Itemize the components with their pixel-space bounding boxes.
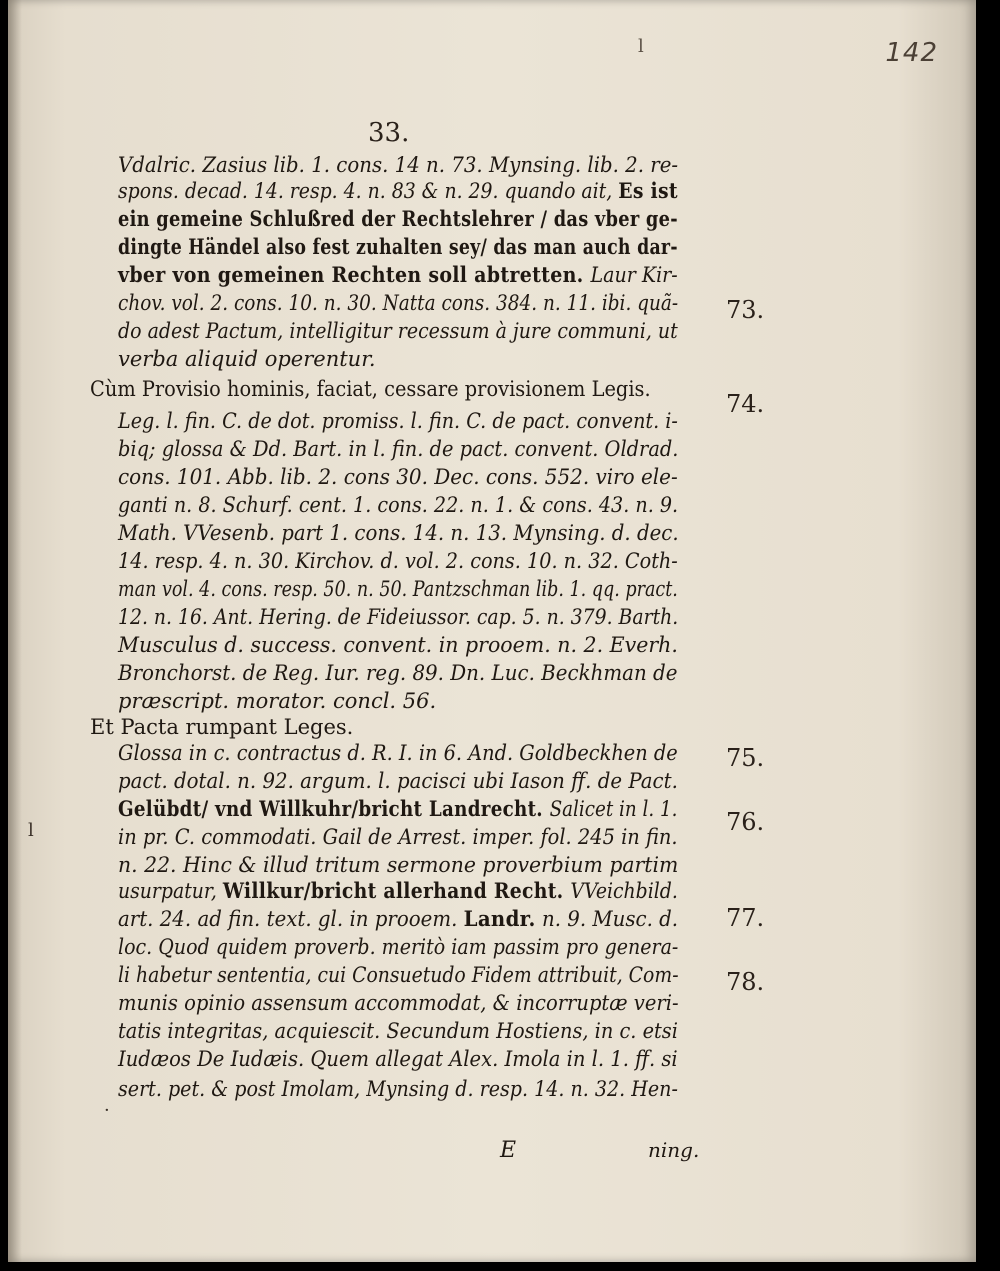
text-line [118, 768, 678, 794]
text-segment: Cùm Provisio hominis, faciat, cessare provisionem Legis. [90, 377, 651, 401]
text-segment: usurpatur, [118, 879, 223, 903]
text-line [118, 632, 678, 658]
text-line [118, 934, 678, 960]
text-segment: Salicet in l. 1. [549, 797, 678, 821]
text-line [118, 318, 678, 344]
text-line [118, 1018, 678, 1044]
text-segment: li habetur sententia, cui Consuetudo Fidem attribuit, Com- [118, 963, 679, 987]
text-line [118, 688, 436, 714]
text-line [118, 1076, 678, 1102]
ink-mark: ⅼ [638, 36, 644, 57]
text-segment: Laur Kir- [590, 263, 678, 287]
text-segment: 12. n. 16. Ant. Hering. de Fideiussor. cap. 5. n. 379. Barth. [118, 605, 679, 629]
margin-number: 77. [726, 904, 765, 932]
text-line [118, 152, 678, 178]
text-segment: præscript. morator. concl. 56. [118, 689, 437, 713]
text-line [118, 346, 376, 372]
text-segment: Bronchorst. de Reg. Iur. reg. 89. Dn. Luc. Beckhman de [118, 661, 678, 685]
blackletter-segment: Willkur/bricht allerhand Recht. [222, 878, 571, 903]
catchword: ning. [648, 1138, 700, 1162]
folio-number: 142 [885, 38, 938, 68]
text-segment: munis opinio assensum accommodat, & incorruptæ veri- [118, 991, 679, 1015]
text-segment: chov. vol. 2. cons. 10. n. 30. Natta cons. 384. n. 11. ibi. quã- [118, 291, 679, 315]
margin-number: 73. [726, 296, 765, 324]
margin-number: 75. [726, 744, 765, 772]
text-segment: Glossa in c. contractus d. R. I. in 6. And. Goldbeckhen de [118, 741, 678, 765]
text-segment: cons. 101. Abb. lib. 2. cons 30. Dec. cons. 552. viro ele- [118, 465, 678, 489]
text-line [118, 206, 678, 232]
text-line [118, 1046, 678, 1072]
text-segment: sert. pet. & post Imolam, Mynsing d. resp. 14. n. 32. Hen- [118, 1077, 678, 1101]
blackletter-segment: vber von gemeinen Rechten soll abtretten. [118, 262, 591, 287]
text-segment: Vdalric. Zasius lib. 1. cons. 14 n. 73. Mynsing. lib. 2. re- [118, 153, 679, 177]
text-segment: art. 24. ad fin. text. gl. in prooem. [118, 907, 464, 931]
margin-number: 76. [726, 808, 765, 836]
text-segment: VVeichbild. [570, 879, 678, 903]
text-segment: n. 9. Musc. d. [535, 907, 679, 931]
text-segment: do adest Pactum, intelligitur recessum à jure communi, ut [118, 319, 678, 343]
text-line [118, 962, 679, 988]
text-line [90, 714, 353, 740]
text-line [118, 464, 678, 490]
gutter-shadow [8, 0, 22, 1262]
text-segment: loc. Quod quidem proverb. meritò iam passim pro genera- [118, 935, 679, 959]
paper-blemish: ⅼ [28, 820, 34, 841]
text-line [118, 740, 678, 766]
text-line [118, 852, 678, 878]
text-segment: Musculus d. success. convent. in prooem. n. 2. Everh. [118, 633, 678, 657]
text-line [118, 492, 678, 518]
text-segment: spons. decad. 14. resp. 4. n. 83 & n. 29. quando ait, [118, 179, 619, 203]
blackletter-segment: ein gemeine Schlußred der Rechtslehrer / das vber ge- [118, 206, 678, 231]
margin-number: 78. [726, 968, 765, 996]
text-line [118, 824, 678, 850]
book-page [8, 0, 976, 1262]
paper-blemish: · [104, 1100, 110, 1121]
text-segment: Math. VVesenb. part 1. cons. 14. n. 13. Mynsing. d. dec. [118, 521, 679, 545]
text-line [118, 604, 678, 630]
blackletter-segment: Es ist [618, 178, 678, 203]
text-segment: in pr. C. commodati. Gail de Arrest. imper. fol. 245 in fin. [118, 825, 678, 849]
text-segment: pact. dotal. n. 92. argum. l. pacisci ubi Iason ff. de Pact. [118, 769, 678, 793]
text-line [118, 262, 678, 288]
text-segment: tatis integritas, acquiescit. Secundum Hostiens, in c. etsi [118, 1019, 678, 1043]
text-line [118, 990, 679, 1016]
text-segment: man vol. 4. cons. resp. 50. n. 50. Pantzschman lib. 1. qq. pract. [118, 577, 678, 601]
text-segment: n. 22. Hinc & illud tritum sermone proverbium partim [118, 853, 679, 877]
text-line [118, 520, 679, 546]
text-line [118, 234, 678, 260]
text-line [118, 178, 678, 204]
margin-number: 74. [726, 390, 765, 418]
text-line [118, 290, 678, 316]
text-line [90, 376, 651, 402]
text-line [118, 548, 678, 574]
text-line [118, 878, 678, 904]
text-segment: biq; glossa & Dd. Bart. in l. fin. de pact. convent. Oldrad. [118, 437, 679, 461]
text-segment: 14. resp. 4. n. 30. Kirchov. d. vol. 2. cons. 10. n. 32. Coth- [118, 549, 678, 573]
text-line [118, 576, 678, 602]
page-number: 33. [368, 118, 410, 148]
text-segment: verba aliquid operentur. [118, 347, 376, 371]
text-line [118, 660, 677, 686]
text-segment: Leg. l. fin. C. de dot. promiss. l. fin. C. de pact. convent. i- [118, 409, 678, 433]
text-line [118, 796, 677, 822]
blackletter-segment: dingte Händel also fest zuhalten sey/ das man auch dar- [118, 234, 678, 259]
blackletter-segment: Landr. [463, 906, 536, 931]
signature-mark: E [500, 1138, 517, 1163]
text-segment: Et Pacta rumpant Leges. [90, 715, 354, 739]
text-line [118, 906, 678, 932]
text-segment: ganti n. 8. Schurf. cent. 1. cons. 22. n. 1. & cons. 43. n. 9. [118, 493, 679, 517]
text-line [118, 436, 678, 462]
text-segment: Iudæos De Iudæis. Quem allegat Alex. Imola in l. 1. ff. si [118, 1047, 678, 1071]
blackletter-segment: Gelübdt/ vnd Willkuhr/bricht Landrecht. [118, 796, 550, 821]
text-line [118, 408, 678, 434]
